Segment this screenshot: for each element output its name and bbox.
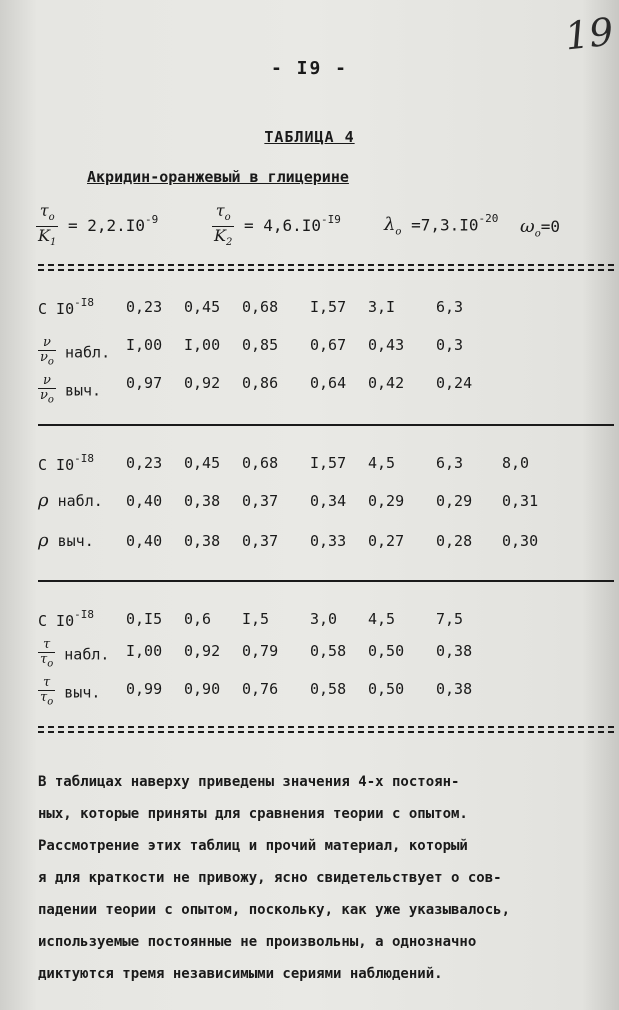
paragraph-line: Рассмотрение этих таблиц и прочий материал, который	[38, 838, 468, 854]
table-cell: 0,23	[126, 298, 163, 316]
double-rule-bottom	[38, 726, 614, 733]
double-rule-top	[38, 264, 614, 271]
table-cell: 0,85	[242, 336, 279, 354]
block2-calculated-label	[38, 530, 94, 551]
table-cell: 0,99	[126, 680, 163, 698]
table-cell: 6,3	[436, 454, 464, 472]
table-cell: 0,38	[436, 642, 473, 660]
table-subtitle: Акридин-оранжевый в глицерине	[87, 168, 349, 186]
table-cell: 0,40	[126, 532, 163, 550]
table-cell: I,57	[310, 454, 347, 472]
rule-block2-end	[38, 580, 614, 582]
table-cell: I,00	[126, 336, 163, 354]
table-cell: 0,33	[310, 532, 347, 550]
block2-observed-label	[38, 490, 103, 511]
block3-observed-label	[38, 638, 109, 672]
constant-tau0-k2-value: = 4,6.I0	[243, 216, 322, 236]
constant-tau0-k2	[212, 202, 341, 251]
table-cell: 3,0	[310, 610, 338, 628]
table-cell: 0,92	[184, 642, 221, 660]
block1-observed-label	[38, 336, 110, 370]
constant-omega0	[520, 216, 560, 240]
table-cell: 4,5	[368, 454, 396, 472]
table-cell: 0,29	[368, 492, 405, 510]
table-cell: 0,43	[368, 336, 405, 354]
table-cell: 0,97	[126, 374, 163, 392]
paragraph-line: падении теории с опытом, поскольку, как уже указывалось,	[38, 902, 511, 918]
table-cell: I,00	[184, 336, 221, 354]
block3-calculated-label	[38, 676, 100, 710]
paragraph-line: В таблицах наверху приведены значения 4-х постоян-	[38, 774, 460, 790]
constant-lambda0-value: =7,3.I0	[411, 215, 479, 235]
table-cell: I,00	[126, 642, 163, 660]
table-cell: I,57	[310, 298, 347, 316]
paragraph-line: используемые постоянные не произвольны, а однозначно	[38, 934, 477, 950]
table-cell: 0,38	[184, 532, 221, 550]
table-cell: 0,58	[310, 642, 347, 660]
fraction-tau-tau0: $\frac{\tau}{\tau_o}$	[40, 637, 54, 670]
table-cell: I,5	[242, 610, 270, 628]
table-cell: 0,90	[184, 680, 221, 698]
calculated-label-text: выч.	[64, 683, 101, 702]
table-cell: 0,30	[502, 532, 539, 550]
table-cell: 0,76	[242, 680, 279, 698]
table-cell: 3,I	[368, 298, 396, 316]
block3-concentration-label	[38, 610, 94, 630]
calculated-label-text: выч.	[64, 381, 102, 400]
observed-label-text: набл.	[64, 343, 111, 362]
fraction-nu-nu0: $\frac{\nu}{\nu_o}$	[40, 335, 54, 368]
table-cell: 0,3	[436, 336, 464, 354]
table-cell: 0,68	[242, 298, 279, 316]
observed-label-text: набл.	[57, 492, 103, 510]
table-cell: 0,68	[242, 454, 279, 472]
fraction-nu-nu0: $\frac{\nu}{\nu_o}$	[40, 373, 54, 406]
table-cell: 7,5	[436, 610, 464, 628]
block2-concentration-label	[38, 454, 94, 474]
table-cell: 0,37	[242, 492, 279, 510]
concentration-label-exponent: -I8	[74, 608, 94, 621]
table-cell: 0,37	[242, 532, 279, 550]
block1-concentration-label	[38, 298, 94, 318]
fraction-tau0-k2: $\frac{\tau_o}{K_2}$	[214, 201, 233, 249]
page-number: - I9 -	[270, 58, 349, 79]
fraction-tau0-k1: $\frac{\tau_o}{K_1}$	[38, 201, 57, 249]
block1-calculated-label	[38, 374, 101, 408]
table-cell: 0,24	[436, 374, 473, 392]
paragraph-line: диктуются тремя независимыми сериями наблюдений.	[38, 966, 443, 982]
concentration-label-exponent: -I8	[74, 296, 94, 309]
observed-label-text: набл.	[64, 645, 110, 664]
table-cell: 0,42	[368, 374, 405, 392]
rho-symbol: ρ	[38, 530, 49, 551]
constant-tau0-k2-exponent: -I9	[321, 212, 341, 226]
constant-tau0-k1-exponent: -9	[145, 212, 159, 226]
paragraph-line: я для краткости не привожу, ясно свидетельствует о сов-	[38, 870, 502, 886]
table-cell: 0,86	[242, 374, 279, 392]
fraction-tau-tau0: $\frac{\tau}{\tau_o}$	[40, 675, 54, 708]
table-cell: 0,27	[368, 532, 405, 550]
concentration-label-exponent: -I8	[74, 452, 94, 465]
table-cell: 0,34	[310, 492, 347, 510]
concentration-label-text: C I0	[38, 300, 75, 318]
table-cell: 0,67	[310, 336, 347, 354]
table-cell: 0,28	[436, 532, 473, 550]
lambda-symbol: $\lambda_o$	[384, 214, 402, 238]
constant-tau0-k1	[36, 202, 158, 251]
rule-block1-end	[38, 424, 614, 426]
table-title: ТАБЛИЦА 4	[264, 128, 355, 146]
table-cell: 0,79	[242, 642, 279, 660]
table-cell: 0,64	[310, 374, 347, 392]
paragraph-line: ных, которые приняты для сравнения теории с опытом.	[38, 806, 468, 822]
constant-omega0-value: =0	[540, 217, 560, 236]
constant-tau0-k1-value: = 2,2.I0	[67, 216, 146, 236]
table-cell: 6,3	[436, 298, 464, 316]
concentration-label-text: C I0	[38, 612, 75, 630]
table-cell: 0,23	[126, 454, 163, 472]
handwritten-page-number: 19	[562, 9, 616, 59]
table-cell: 0,45	[184, 454, 221, 472]
table-cell: 0,31	[502, 492, 539, 510]
table-cell: 0,40	[126, 492, 163, 510]
table-cell: 0,38	[184, 492, 221, 510]
omega-symbol: $\omega_o$	[520, 216, 541, 240]
table-cell: 0,58	[310, 680, 347, 698]
table-cell: 0,29	[436, 492, 473, 510]
rho-symbol: ρ	[38, 490, 49, 511]
constant-lambda0	[384, 214, 498, 238]
table-cell: 0,50	[368, 680, 405, 698]
table-cell: 0,92	[184, 374, 221, 392]
constant-lambda0-exponent: -20	[478, 212, 499, 225]
table-cell: 0,6	[184, 610, 212, 628]
table-cell: 0,38	[436, 680, 473, 698]
table-cell: 0,50	[368, 642, 405, 660]
calculated-label-text: выч.	[57, 532, 94, 550]
table-cell: 8,0	[502, 454, 530, 472]
table-cell: 0,45	[184, 298, 221, 316]
table-cell: 4,5	[368, 610, 396, 628]
table-cell: 0,I5	[126, 610, 163, 628]
concentration-label-text: C I0	[38, 456, 75, 474]
